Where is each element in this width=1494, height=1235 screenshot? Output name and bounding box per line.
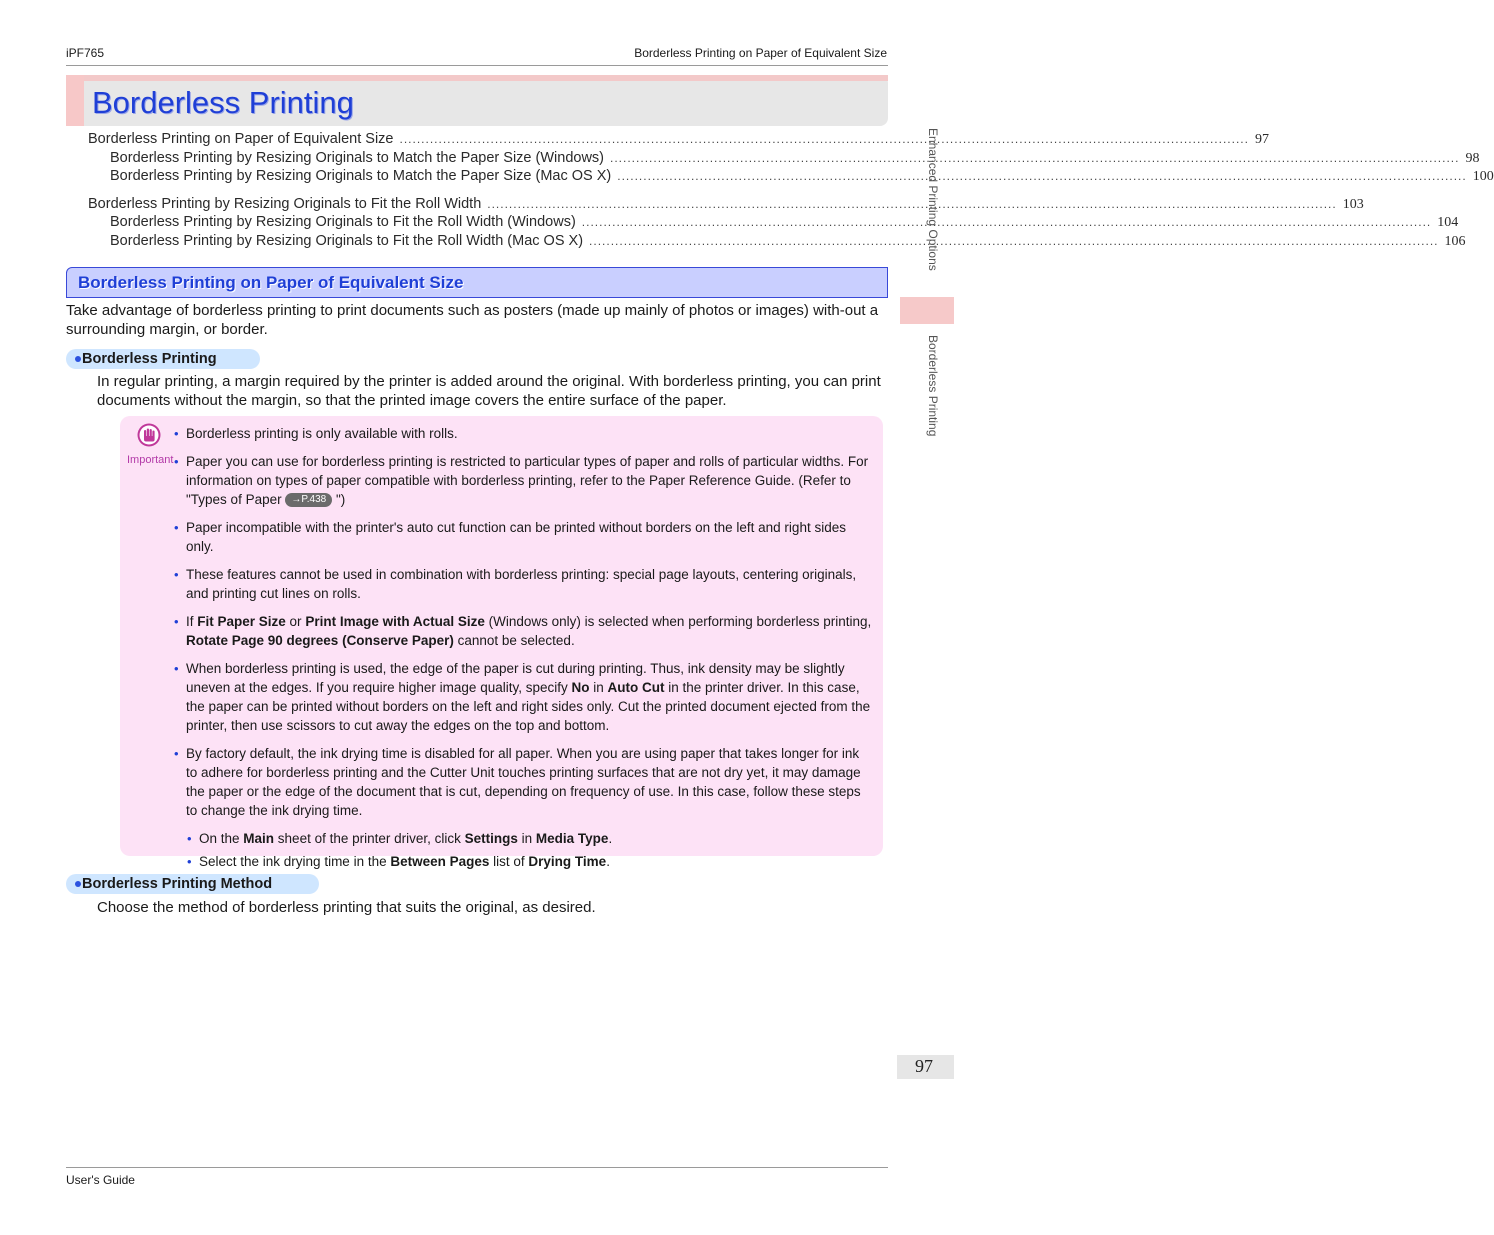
list-item-text-end: ") <box>332 492 346 507</box>
list-item-text: Borderless printing is only available with rolls. <box>186 426 458 441</box>
bold-term: Print Image with Actual Size <box>305 614 485 629</box>
text: list of <box>489 854 529 869</box>
toc-entry-text: Borderless Printing on Paper of Equivalent Size <box>88 131 394 147</box>
bullet-icon: • <box>187 854 192 869</box>
bullet-icon: • <box>174 567 179 582</box>
title-accent <box>66 75 84 126</box>
toc-entry-text: Borderless Printing by Resizing Originals to Fit the Roll Width <box>88 195 482 212</box>
bullet-icon: • <box>174 520 179 535</box>
bullet-icon: • <box>174 661 179 676</box>
text: If <box>186 614 198 629</box>
side-tab-chapter[interactable]: Enhanced Printing Options <box>926 128 940 271</box>
important-hand-icon <box>137 423 161 447</box>
toc-entry[interactable] <box>88 130 1269 149</box>
chapter-title-box <box>66 75 888 126</box>
sub-list <box>186 829 874 871</box>
toc-leader: .................................................................................................................................................................................................... <box>399 132 1249 146</box>
text: or <box>285 614 306 629</box>
list-item <box>174 612 874 650</box>
page-title: Borderless Printing <box>92 85 354 120</box>
bold-term: Between Pages <box>390 854 490 869</box>
list-item-text: Paper incompatible with the printer's auto cut function can be printed without borders on the left and right sides only. <box>186 520 846 554</box>
header-product-name: iPF765 <box>66 46 105 60</box>
text: in the printer driver. In this case, the paper can be printed without borders on the left and right sides only. Cut the printed document ejected from the printer, then use scissors to cut away the edges on the top and bottom. <box>186 680 871 733</box>
list-item <box>174 424 874 443</box>
section-heading-text: Borderless Printing on Paper of Equivalent Size <box>78 273 464 292</box>
subheading-label: Borderless Printing Method <box>82 876 273 892</box>
page-number-box <box>897 1055 954 1079</box>
bold-term: Settings <box>464 831 518 846</box>
text: sheet of the printer driver, click <box>274 831 465 846</box>
toc-entry[interactable] <box>88 167 1494 186</box>
text: cannot be selected. <box>453 633 575 648</box>
header-section-title: Borderless Printing on Paper of Equivalent Size <box>634 46 887 60</box>
toc-entry-page: 103 <box>1342 196 1364 212</box>
subheading-borderless-printing <box>66 349 260 369</box>
toc-entry-text: Borderless Printing by Resizing Originals to Match the Paper Size (Mac OS X) <box>110 168 612 184</box>
section-intro: Take advantage of borderless printing to print documents such as posters (made up mainly of photos or images) with-out a surrounding margin, or border. <box>66 302 879 338</box>
subheading-label: Borderless Printing <box>82 351 217 367</box>
list-item <box>174 452 874 509</box>
toc-entry-text: Borderless Printing by Resizing Originals to Match the Paper Size (Windows) <box>110 149 605 166</box>
text: (Windows only) is selected when performing borderless printing, <box>484 614 872 629</box>
toc-entry[interactable] <box>88 232 1466 251</box>
footer-guide-name: User's Guide <box>66 1173 135 1187</box>
toc-leader: .................................................................................................................................................................................................... <box>617 169 1467 183</box>
side-tab-section[interactable]: Borderless Printing <box>926 335 940 437</box>
toc-entry[interactable] <box>88 195 1364 214</box>
toc-entry-page: 104 <box>1437 215 1459 230</box>
text: On the <box>199 831 244 846</box>
bold-term: Drying Time <box>528 854 607 869</box>
bullet-icon: • <box>174 454 179 469</box>
text: When borderless printing is used, the edge of the paper is cut during printing. Thus, ink density may be slightly uneven at the edges. If you require higher image quality, specify <box>186 661 845 695</box>
list-item <box>174 744 874 871</box>
bullet-icon: • <box>174 614 179 629</box>
toc-leader: .................................................................................................................................................................................................... <box>589 233 1439 248</box>
footer-divider <box>66 1167 888 1168</box>
toc-entry-page: 100 <box>1472 169 1494 184</box>
text: Select the ink drying time in the <box>199 854 391 869</box>
section-heading <box>66 267 888 298</box>
text: . <box>606 854 610 869</box>
bullet-icon: • <box>174 746 179 761</box>
list-item-text: By factory default, the ink drying time is disabled for all paper. When you are using paper that takes longer for ink to adhere for borderless printing and the Cutter Unit touches printing surfaces that are not dry yet, it may damage the paper or the edge of the document that is cut, depending on frequency of use. In this case, follow these steps to change the ink drying time. <box>186 746 861 818</box>
toc-entry[interactable] <box>88 213 1459 232</box>
toc-entry-page: 98 <box>1465 150 1480 166</box>
header-divider <box>66 65 888 66</box>
sub-list-item <box>187 829 874 848</box>
list-item <box>174 659 874 735</box>
toc-entry-page: 97 <box>1254 132 1269 147</box>
important-label: Important <box>127 454 174 466</box>
list-item <box>174 565 874 603</box>
toc-leader: .................................................................................................................................................................................................... <box>487 196 1337 211</box>
toc-entry-text: Borderless Printing by Resizing Originals to Fit the Roll Width (Windows) <box>110 214 576 230</box>
bold-term: Main <box>243 831 275 846</box>
list-item-text: These features cannot be used in combination with borderless printing: special page layouts, centering originals, and printing cut lines on rolls. <box>186 567 857 601</box>
text: in <box>589 680 608 695</box>
bold-term: Media Type <box>535 831 609 846</box>
bold-term: Fit Paper Size <box>197 614 286 629</box>
list-item-text: Paper you can use for borderless printing is restricted to particular types of paper and rolls of particular widths. For information on types of paper compatible with borderless printing, refer to the Paper Reference Guide. (Refer to "Types of Paper <box>186 454 869 507</box>
subheading-borderless-printing-method <box>66 874 319 894</box>
side-tab-highlight <box>900 297 954 324</box>
sub-list-item <box>187 852 874 871</box>
list-item <box>174 518 874 556</box>
toc-entry[interactable] <box>88 149 1480 168</box>
bullet-icon: • <box>187 831 192 846</box>
toc-leader: .................................................................................................................................................................................................... <box>610 150 1460 165</box>
bold-term: Auto Cut <box>607 680 665 695</box>
bold-term: Rotate Page 90 degrees (Conserve Paper) <box>186 633 454 648</box>
bold-term: No <box>571 680 590 695</box>
bullet-icon <box>75 881 81 887</box>
title-top-band <box>66 75 888 81</box>
toc-entry-text: Borderless Printing by Resizing Originals to Fit the Roll Width (Mac OS X) <box>110 232 584 249</box>
toc-entry-page: 106 <box>1444 233 1466 249</box>
text: . <box>608 831 613 846</box>
page-number: 97 <box>915 1056 933 1076</box>
subsection-text: Choose the method of borderless printing that suits the original, as desired. <box>97 899 596 916</box>
toc-leader: .................................................................................................................................................................................................... <box>581 215 1432 229</box>
important-list <box>174 424 874 880</box>
bullet-icon <box>75 356 81 362</box>
text: in <box>517 831 536 846</box>
bullet-icon: • <box>174 426 179 441</box>
page-reference-link[interactable]: →P.438 <box>285 493 332 507</box>
subsection-text: In regular printing, a margin required by the printer is added around the original. With borderless printing, you can print documents without the margin, so that the printed image covers the entire surface of the paper. <box>97 373 881 409</box>
